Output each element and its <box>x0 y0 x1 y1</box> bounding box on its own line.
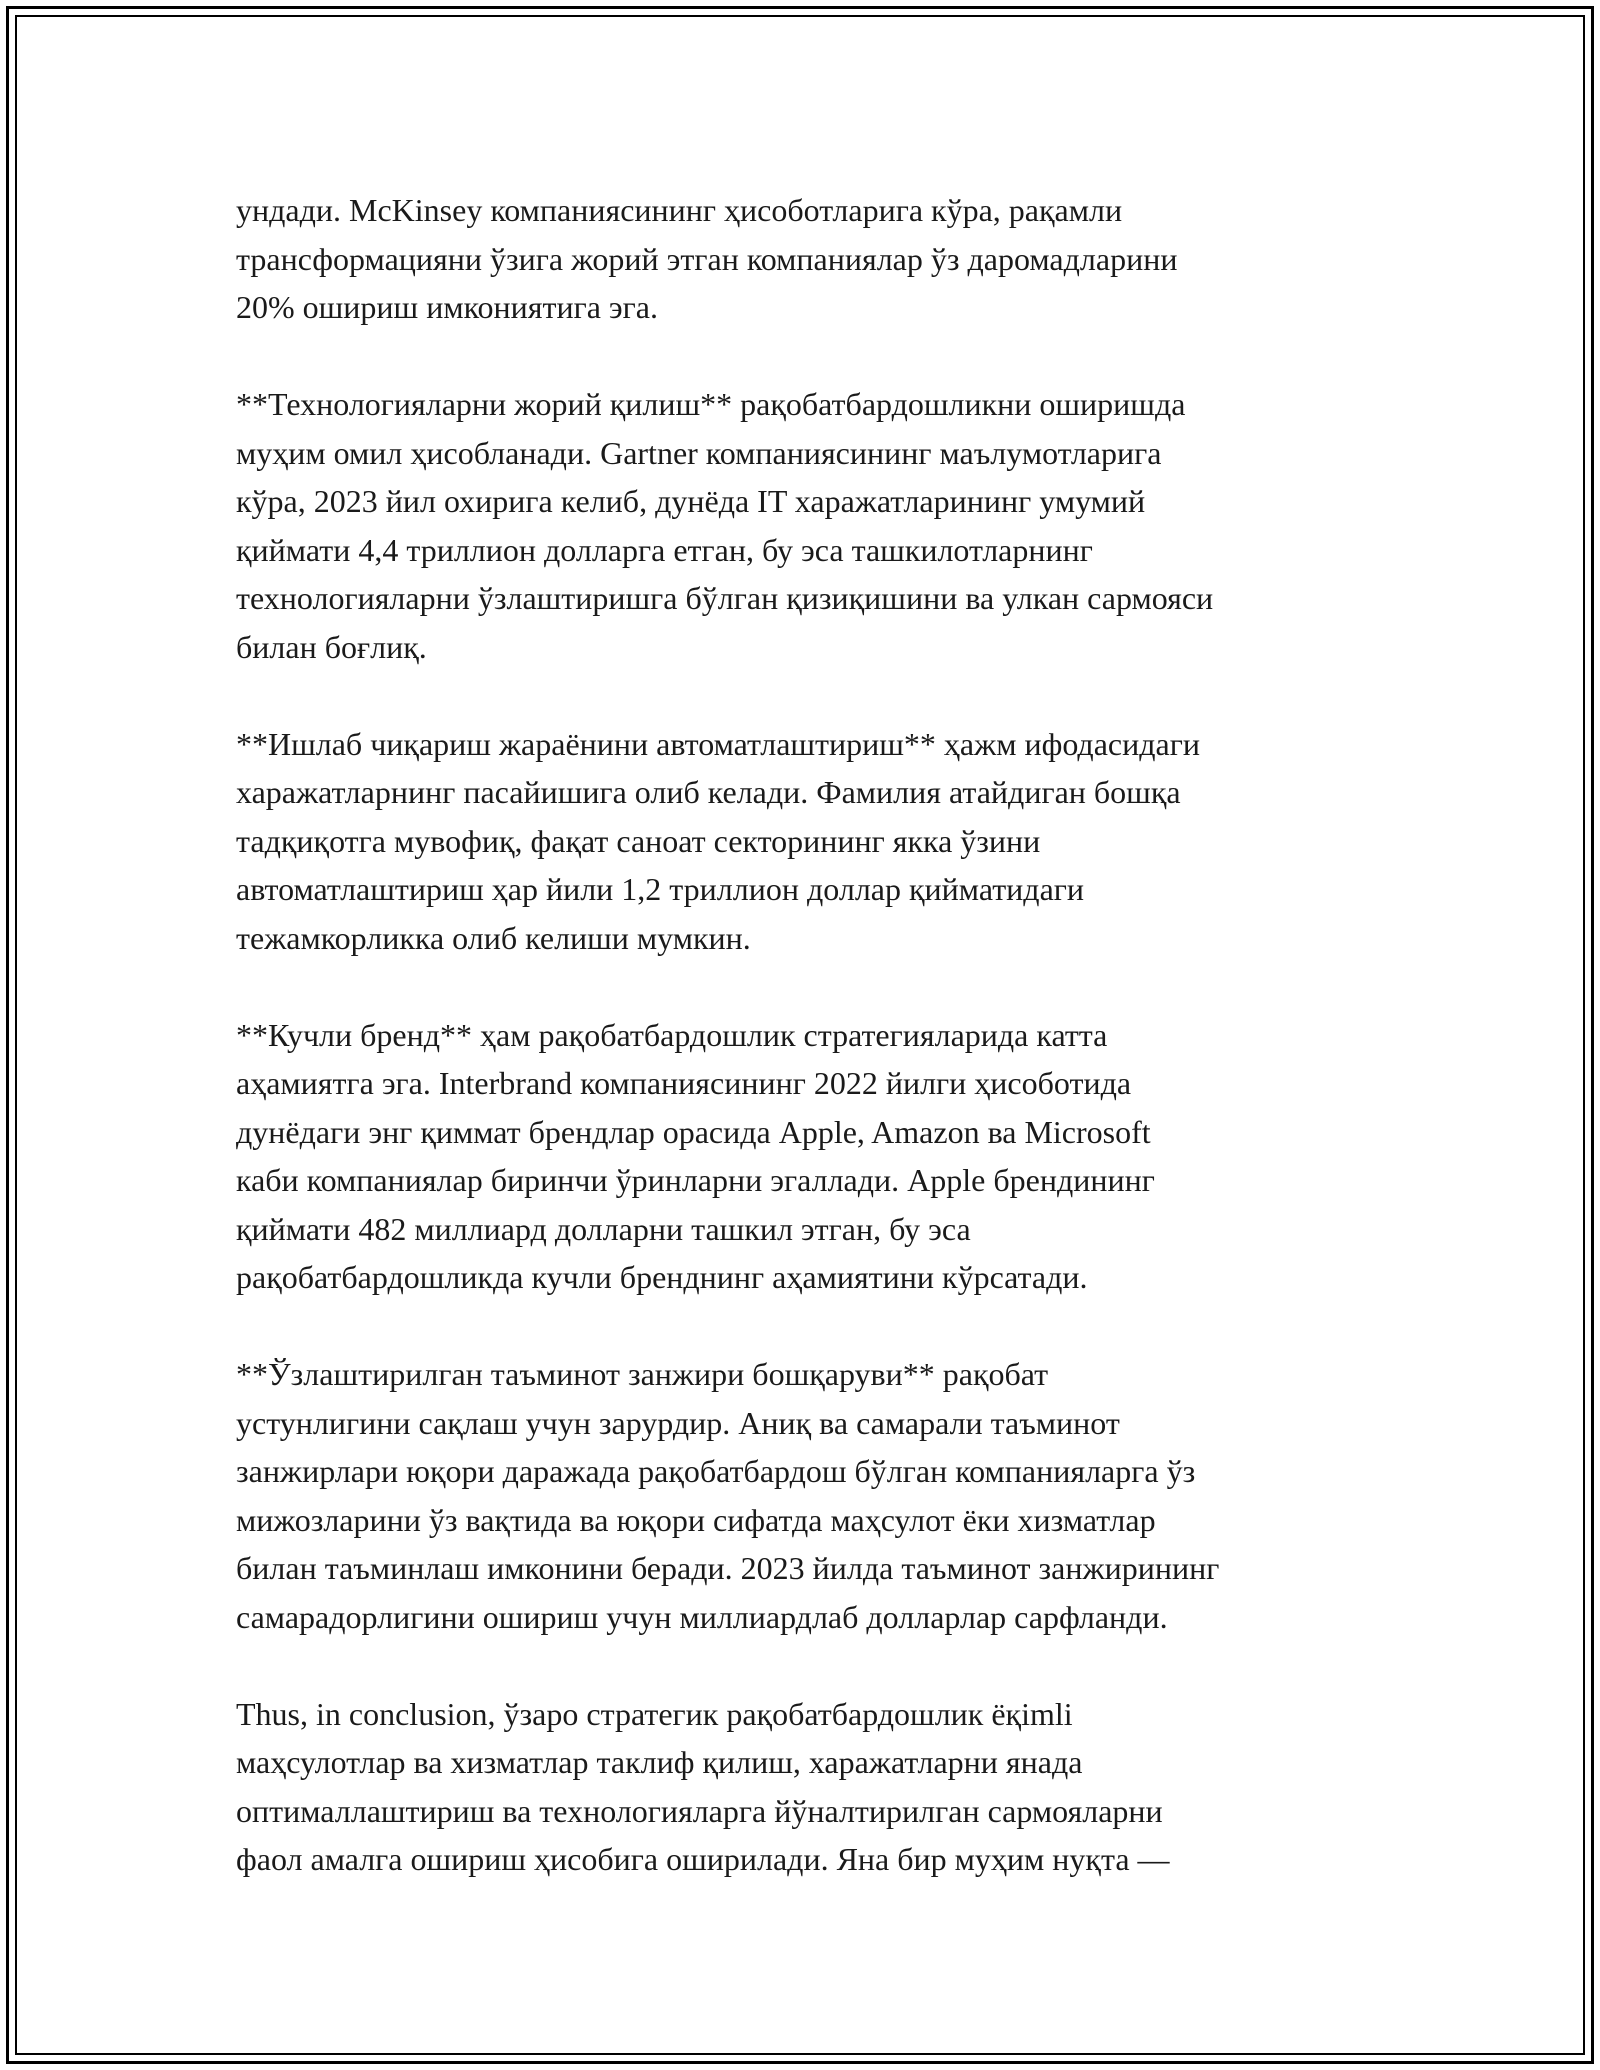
paragraph-strong-brand: **Кучли бренд** ҳам рақобатбардошлик стратегияларида катта аҳамиятга эга. Interbrand компаниясининг 2022 йилги ҳисоботида дунёдаги энг қиммат брендлар орасида Apple, Amazon ва Microsoft каби компаниялар биринчи ўринларни эгаллади. Apple брендининг қиймати 482 миллиард долларни ташкил этган, бу эса рақобатбардошликда кучли бренднинг аҳамиятини кўрсатади. <box>236 1016 1155 1295</box>
paragraph-technology-adoption: **Технологияларни жорий қилиш** рақобатбардошликни оширишда муҳим омил ҳисобланади. Gartner компаниясининг маълумотларига кўра, 2023 йил охирига келиб, дунёда IT харажатларининг умумий қиймати 4,4 триллион долларга етган, бу эса ташкилотларнинг технологияларни ўзлаштиришга бўлган қизиқишини ва улкан сармояси билан боғлиқ. <box>236 386 1214 665</box>
document-body <box>236 186 1376 1884</box>
paragraph-conclusion: Thus, in conclusion, ўзаро стратегик рақобатбардошлик ёқimli маҳсулотлар ва хизматлар таклиф қилиш, харажатларни янада оптималлаштириш ва технологияларга йўналтирилган сармояларни фаол амалга ошириш ҳисобига оширилади. Яна бир муҳим нуқта — <box>236 1695 1170 1877</box>
paragraph-production-automation: **Ишлаб чиқариш жараёнини автоматлаштириш** ҳажм ифодасидаги харажатларнинг пасайишига олиб келади. Фамилия атайдиган бошқа тадқиқотга мувофиқ, фақат саноат секторининг якка ўзини автоматлаштириш ҳар йили 1,2 триллион доллар қийматидаги тежамкорликка олиб келиши мумкин. <box>236 725 1200 956</box>
paragraph-digital-transformation: ундади. McKinsey компаниясининг ҳисоботларига кўра, рақамли трансформацияни ўзига жорий этган компаниялар ўз даромадларини 20% ошириш имкониятига эга. <box>236 192 1178 325</box>
paragraph-supply-chain: **Ўзлаштирилган таъминот занжири бошқаруви** рақобат устунлигини сақлаш учун зарурдир. Аниқ ва самарали таъминот занжирлари юқори даражада рақобатбардош бўлган компанияларга ўз мижозларини ўз вақтида ва юқори сифатда маҳсулот ёки хизматлар билан таъминлаш имконини беради. 2023 йилда таъминот занжирининг самарадорлигини ошириш учун миллиардлаб долларлар сарфланди. <box>236 1356 1220 1635</box>
